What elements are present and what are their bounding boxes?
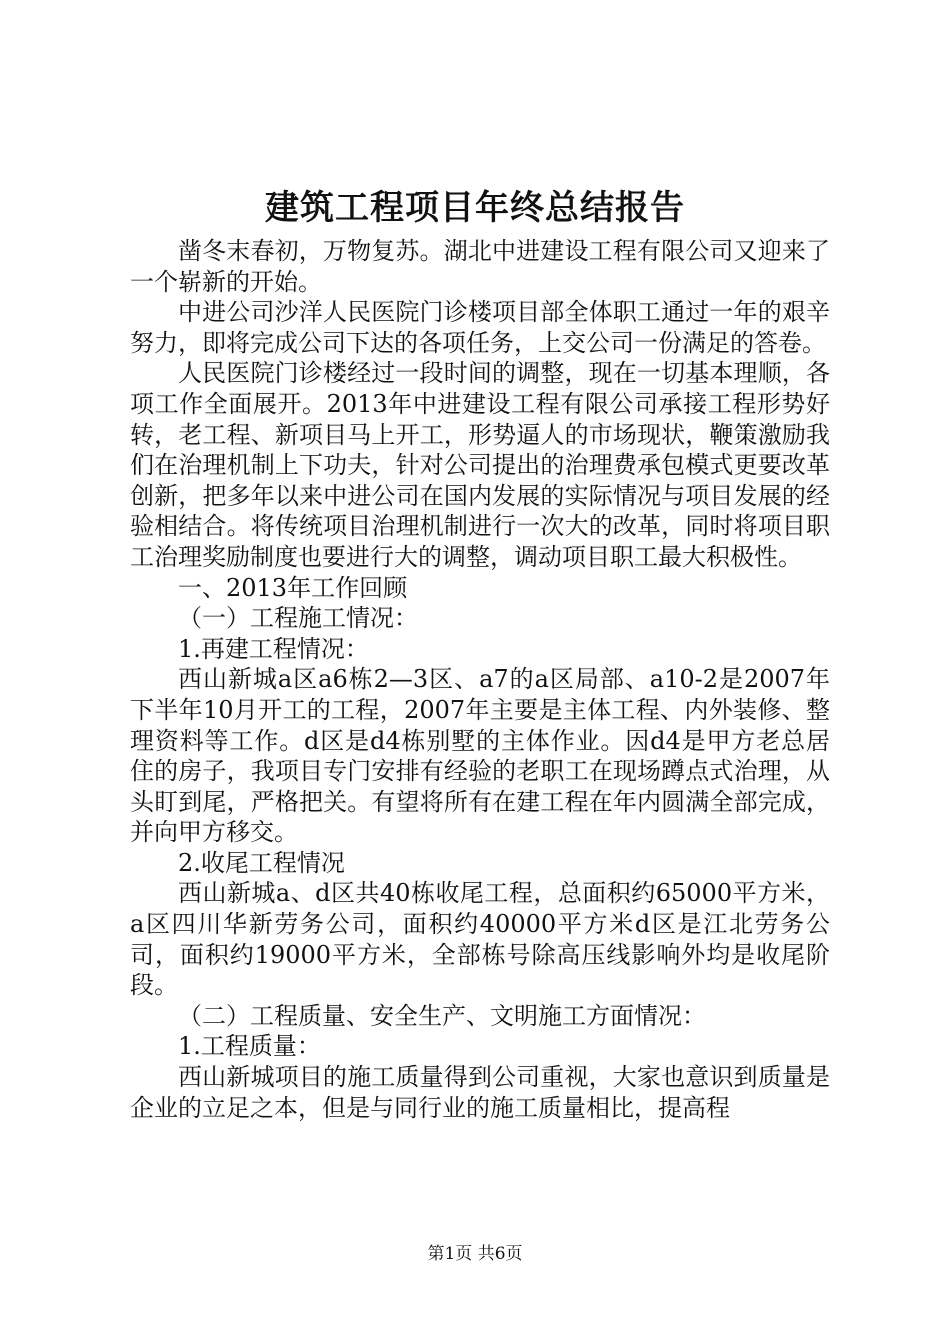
page-footer: 第1页 共6页 xyxy=(427,1244,523,1264)
document-body xyxy=(130,236,830,1123)
paragraph: 西山新城项目的施工质量得到公司重视，大家也意识到质量是企业的立足之本，但是与同行业的施工质量相比，提高程 xyxy=(130,1063,830,1122)
paragraph: 人民医院门诊楼经过一段时间的调整，现在一切基本理顺，各项工作全面展开。2013年中进建设工程有限公司承接工程形势好转，老工程、新项目马上开工，形势逼人的市场现状，鞭策激励我们在治理机制上下功夫，针对公司提出的治理费承包模式更要改革创新，把多年以来中进公司在国内发展的实际情况与项目发展的经验相结合。将传统项目治理机制进行一次大的改革，同时将项目职工治理奖励制度也要进行大的调整，调动项目职工最大积极性。 xyxy=(130,359,830,571)
item-heading: 1.工程质量： xyxy=(178,1032,321,1061)
subsection-heading: （一）工程施工情况： xyxy=(178,604,418,633)
paragraph: 凿冬末春初，万物复苏。湖北中进建设工程有限公司又迎来了一个崭新的开始。 xyxy=(130,237,830,296)
paragraph: 中进公司沙洋人民医院门诊楼项目部全体职工通过一年的艰辛努力，即将完成公司下达的各项任务，上交公司一份满足的答卷。 xyxy=(130,298,830,357)
document-title: 建筑工程项目年终总结报告 xyxy=(265,188,685,228)
subsection-heading: （二）工程质量、安全生产、文明施工方面情况： xyxy=(178,1001,706,1030)
item-heading: 1.再建工程情况： xyxy=(178,634,369,663)
item-heading: 2.收尾工程情况 xyxy=(178,848,345,877)
paragraph: 西山新城a区a6栋2—3区、a7的a区局部、a10-2是2007年下半年10月开工的工程，2007年主要是主体工程、内外装修、整理资料等工作。d区是d4栋别墅的主体作业。因d4是甲方老总居住的房子，我项目专门安排有经验的老职工在现场蹲点式治理，从头盯到尾，严格把关。有望将所有在建工程在年内圆满全部完成，并向甲方移交。 xyxy=(130,665,830,847)
section-heading: 一、2013年工作回顾 xyxy=(178,573,408,602)
paragraph: 西山新城a、d区共40栋收尾工程，总面积约65000平方米，a区四川华新劳务公司，面积约40000平方米d区是江北劳务公司，面积约19000平方米，全部栋号除高压线影响外均是收尾阶段。 xyxy=(130,879,830,1000)
